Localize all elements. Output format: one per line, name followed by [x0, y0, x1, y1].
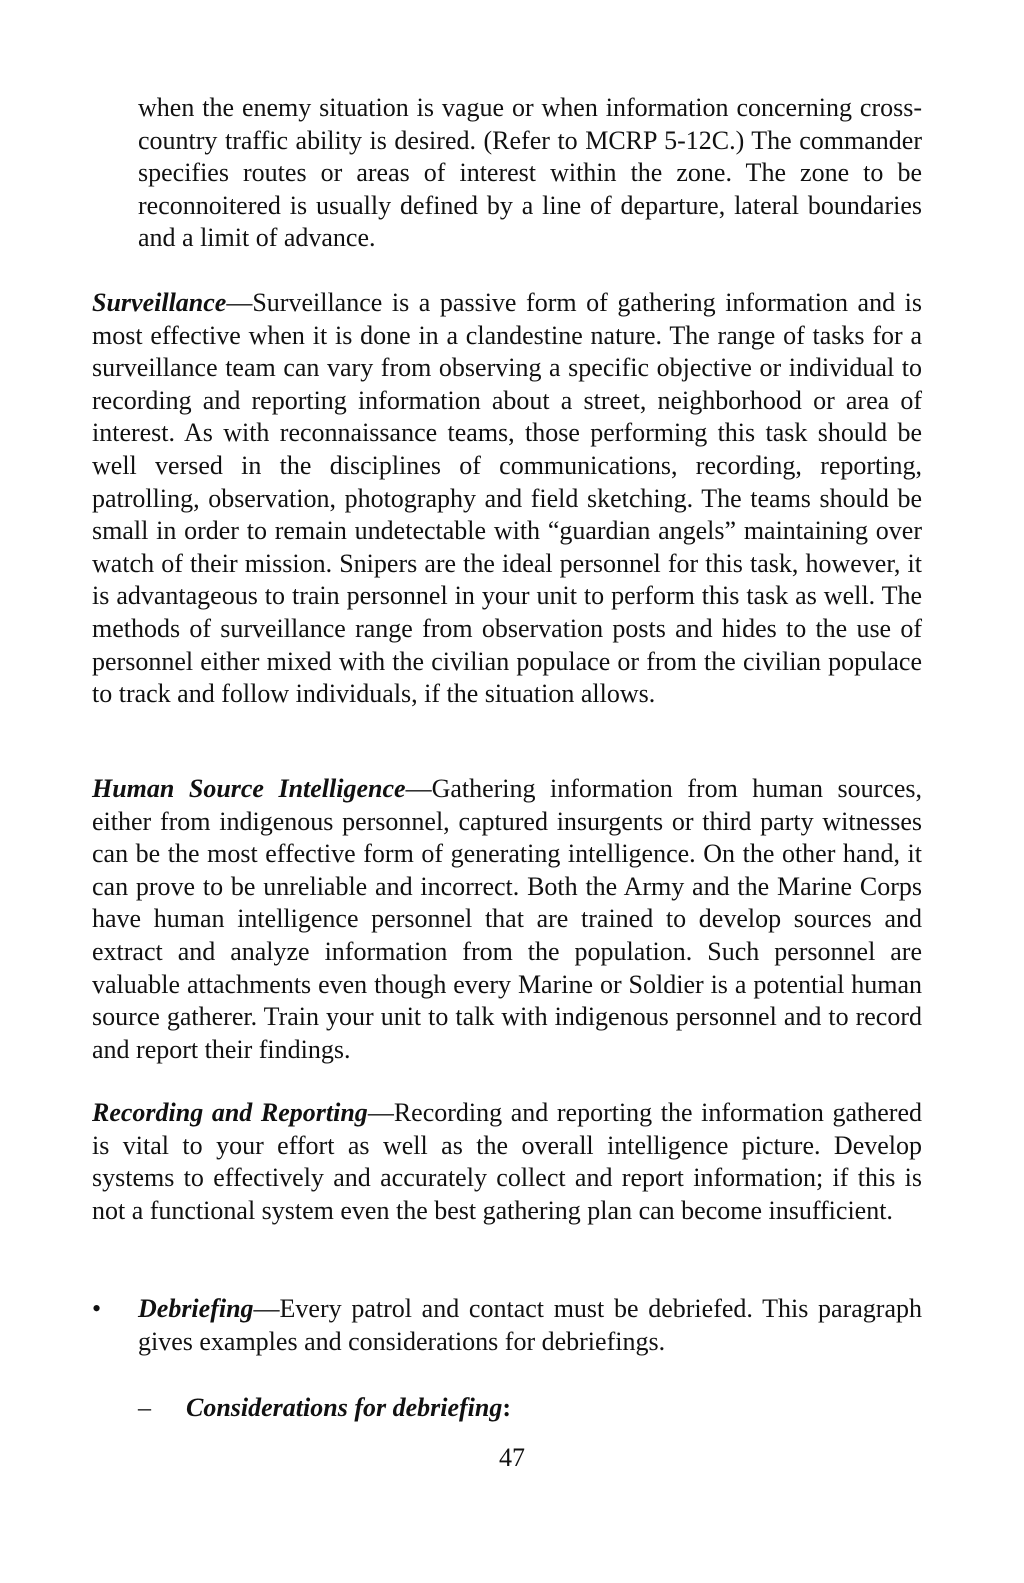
recording-and-reporting-text: —Recording and reporting the information gathered is vital to your effort as well as the overall intelligence picture. Develop systems to effectively and accurately collect and report information; if this is not a functional system even the best gathering plan can become insufficient. [92, 1098, 923, 1225]
considerations-heading [186, 1392, 511, 1425]
surveillance-text: —Surveillance is a passive form of gathering information and is most effective when it is done in a clandestine nature. The range of tasks for a surveillance team can vary from observing a specific objective or individual to recording and reporting information about a street, neighborhood or area of interest. As with reconnaissance teams, those performing this task should be well versed in the disciplines of communications, recording, reporting, patrolling, observation, photography and field sketching. The teams should be small in order to remain undetectable with “guardian angels” maintaining over watch of their mission. Snipers are the ideal personnel for this task, however, it is advantageous to train personnel in your unit to perform this task as well. The methods of surveillance range from observation posts and hides to the use of personnel either mixed with the civilian populace or from the civilian populace to track and follow individuals, if the situation allows. [92, 288, 922, 709]
recording-and-reporting-term: Recording and Reporting [92, 1098, 368, 1127]
page-number: 47 [499, 1443, 525, 1472]
debriefing-text: —Every patrol and contact must be debriefed. This paragraph gives examples and considerations for debriefings. [138, 1294, 922, 1356]
dash-icon: – [138, 1393, 151, 1422]
recording-and-reporting-paragraph [92, 1097, 922, 1227]
zone-reconnaissance-continuation: when the enemy situation is vague or when information concerning cross-country traffic ability is desired. (Refer to MCRP 5-12C.) The commander specifies routes or areas of interest within the zone. The zone to be reconnoitered is usually defined by a line of departure, lateral boundaries and a limit of advance. [138, 93, 922, 253]
human-source-intelligence-paragraph [92, 773, 922, 1066]
considerations-term: Considerations for debriefing [186, 1393, 503, 1422]
surveillance-term: Surveillance [92, 288, 227, 317]
debriefing-bullet-text [138, 1293, 922, 1358]
debriefing-term: Debriefing [138, 1294, 254, 1323]
human-source-intelligence-term: Human Source Intelligence [92, 774, 406, 803]
surveillance-paragraph [92, 287, 922, 711]
considerations-colon: : [502, 1393, 512, 1422]
bullet-icon: • [92, 1294, 102, 1323]
human-source-intelligence-text: —Gathering information from human sources, either from indigenous personnel, captured insurgents or third party witnesses can be the most effective form of generating intelligence. On the other hand, it can prove to be unreliable and incorrect. Both the Army and the Marine Corps have human intelligence personnel that are trained to develop sources and extract and analyze information from the population. Such personnel are valuable attachments even though every Marine or Soldier is a potential human source gatherer. Train your unit to talk with indigenous personnel and to record and report their findings. [92, 774, 923, 1064]
